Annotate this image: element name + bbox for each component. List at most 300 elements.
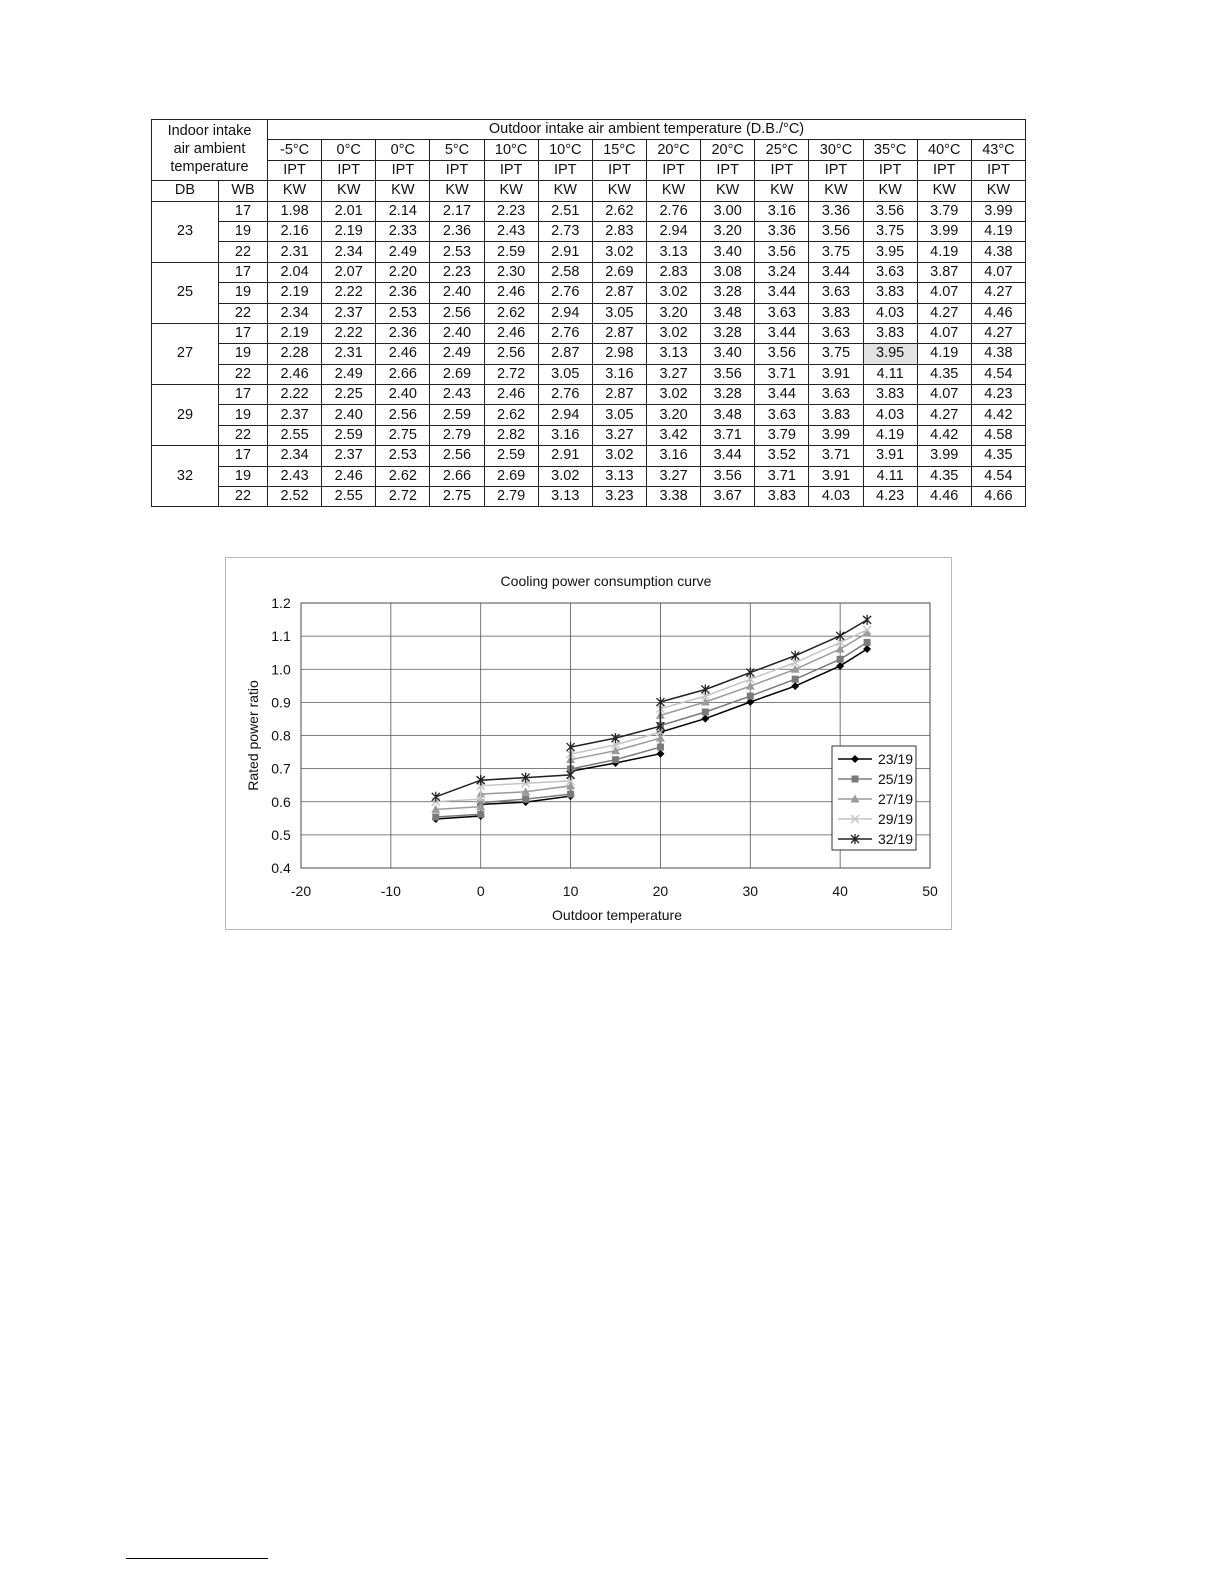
power-value-cell: 2.40 xyxy=(376,385,430,405)
power-value-cell: 3.42 xyxy=(646,425,700,445)
x-axis-label: Outdoor temperature xyxy=(552,907,682,923)
power-value-cell: 2.79 xyxy=(484,487,538,507)
x-tick-label: 30 xyxy=(742,883,759,899)
power-value-cell: 4.11 xyxy=(863,466,917,486)
power-value-cell: 2.76 xyxy=(646,201,700,221)
power-value-cell: 3.83 xyxy=(755,487,809,507)
outdoor-temp-cell: 0°C xyxy=(322,140,376,160)
power-value-cell: 3.71 xyxy=(701,425,755,445)
data-point xyxy=(864,639,871,646)
y-tick-label: 0.6 xyxy=(271,793,291,810)
power-value-cell: 2.87 xyxy=(538,344,592,364)
power-value-cell: 2.94 xyxy=(538,405,592,425)
power-value-cell: 2.98 xyxy=(592,344,646,364)
wb-value-cell: 19 xyxy=(219,221,268,241)
wb-value-cell: 22 xyxy=(219,364,268,384)
power-value-cell: 4.07 xyxy=(917,283,971,303)
power-value-cell: 3.40 xyxy=(701,344,755,364)
power-value-cell: 4.38 xyxy=(971,344,1025,364)
table-row xyxy=(152,242,1026,262)
power-value-cell: 2.62 xyxy=(592,201,646,221)
db-value-cell: 27 xyxy=(152,323,219,384)
power-value-cell: 4.27 xyxy=(971,283,1025,303)
power-value-cell: 2.34 xyxy=(268,303,322,323)
unit-kw-cell: KW xyxy=(971,181,1025,201)
unit-kw-cell: KW xyxy=(809,181,863,201)
power-value-cell: 2.22 xyxy=(268,385,322,405)
chart-canvas xyxy=(226,558,951,929)
power-value-cell: 2.56 xyxy=(484,344,538,364)
x-tick-label: 20 xyxy=(652,883,669,899)
power-value-cell: 3.16 xyxy=(646,446,700,466)
power-value-cell: 3.83 xyxy=(863,385,917,405)
data-point xyxy=(657,744,664,751)
power-value-cell: 3.28 xyxy=(701,283,755,303)
power-value-cell: 3.71 xyxy=(809,446,863,466)
power-value-cell: 2.49 xyxy=(376,242,430,262)
power-value-cell: 3.48 xyxy=(701,303,755,323)
unit-kw-cell: KW xyxy=(322,181,376,201)
legend-label: 29/19 xyxy=(878,811,914,827)
power-value-cell: 4.54 xyxy=(971,364,1025,384)
data-point xyxy=(612,756,619,763)
outdoor-temp-cell: 25°C xyxy=(755,140,809,160)
data-point xyxy=(567,791,574,798)
table-row xyxy=(152,425,1026,445)
table-row xyxy=(152,283,1026,303)
ipt-label-cell: IPT xyxy=(430,160,484,180)
power-value-cell: 4.38 xyxy=(971,242,1025,262)
power-value-cell: 3.27 xyxy=(646,466,700,486)
power-value-cell: 2.53 xyxy=(376,303,430,323)
power-value-cell: 3.36 xyxy=(755,221,809,241)
chart-title: Cooling power consumption curve xyxy=(500,573,712,589)
power-value-cell: 2.40 xyxy=(322,405,376,425)
power-value-cell: 2.87 xyxy=(592,385,646,405)
unit-kw-cell: KW xyxy=(538,181,592,201)
power-value-cell: 2.34 xyxy=(322,242,376,262)
power-value-cell: 2.75 xyxy=(430,487,484,507)
power-value-cell: 2.83 xyxy=(592,221,646,241)
power-value-cell: 3.13 xyxy=(646,344,700,364)
power-value-cell: 2.46 xyxy=(268,364,322,384)
power-value-cell: 4.11 xyxy=(863,364,917,384)
db-value-cell: 25 xyxy=(152,262,219,323)
power-value-cell: 2.22 xyxy=(322,323,376,343)
power-value-cell: 2.43 xyxy=(268,466,322,486)
power-value-cell: 2.55 xyxy=(322,487,376,507)
power-value-cell: 2.01 xyxy=(322,201,376,221)
indoor-header-line: air ambient xyxy=(173,141,246,157)
power-value-cell: 2.46 xyxy=(376,344,430,364)
power-value-cell: 2.14 xyxy=(376,201,430,221)
power-value-cell: 3.13 xyxy=(646,242,700,262)
db-value-cell: 32 xyxy=(152,446,219,507)
table-row xyxy=(152,323,1026,343)
power-value-cell: 2.91 xyxy=(538,446,592,466)
wb-value-cell: 22 xyxy=(219,425,268,445)
power-value-cell: 3.67 xyxy=(701,487,755,507)
table-row xyxy=(152,487,1026,507)
power-value-cell: 2.19 xyxy=(322,221,376,241)
outdoor-temp-cell: 35°C xyxy=(863,140,917,160)
power-value-cell: 4.03 xyxy=(863,405,917,425)
power-value-cell: 2.46 xyxy=(484,385,538,405)
outdoor-temp-cell: -5°C xyxy=(268,140,322,160)
table-row xyxy=(152,364,1026,384)
wb-value-cell: 19 xyxy=(219,405,268,425)
x-tick-label: 10 xyxy=(562,883,579,899)
footnote-rule xyxy=(126,1558,268,1559)
power-value-cell: 3.56 xyxy=(701,364,755,384)
y-tick-label: 1.0 xyxy=(271,661,291,678)
ipt-label-cell: IPT xyxy=(268,160,322,180)
unit-kw-cell: KW xyxy=(268,181,322,201)
data-point xyxy=(792,676,799,683)
power-value-cell: 3.63 xyxy=(755,303,809,323)
power-value-cell: 3.99 xyxy=(809,425,863,445)
legend-label: 32/19 xyxy=(878,831,914,847)
power-value-cell: 3.36 xyxy=(809,201,863,221)
ipt-label-cell: IPT xyxy=(809,160,863,180)
power-value-cell: 3.02 xyxy=(592,446,646,466)
data-point xyxy=(747,693,754,700)
power-value-cell: 2.73 xyxy=(538,221,592,241)
power-value-cell: 3.56 xyxy=(701,466,755,486)
wb-value-cell: 19 xyxy=(219,283,268,303)
indoor-header-line: Indoor intake xyxy=(167,123,252,139)
power-value-cell: 3.91 xyxy=(809,364,863,384)
ipt-label-cell: IPT xyxy=(917,160,971,180)
data-point xyxy=(432,813,439,820)
power-value-cell: 3.02 xyxy=(538,466,592,486)
ipt-label-cell: IPT xyxy=(322,160,376,180)
power-value-cell: 3.13 xyxy=(592,466,646,486)
power-value-cell: 2.37 xyxy=(322,303,376,323)
power-value-cell: 3.27 xyxy=(646,364,700,384)
power-value-cell: 3.40 xyxy=(701,242,755,262)
outdoor-temp-cell: 0°C xyxy=(376,140,430,160)
power-value-cell: 3.44 xyxy=(755,385,809,405)
wb-value-cell: 22 xyxy=(219,487,268,507)
power-value-cell: 2.91 xyxy=(538,242,592,262)
power-value-cell: 3.48 xyxy=(701,405,755,425)
db-value-cell: 23 xyxy=(152,201,219,262)
power-value-cell: 2.66 xyxy=(430,466,484,486)
db-header: DB xyxy=(152,181,219,201)
power-value-cell: 4.23 xyxy=(971,385,1025,405)
power-value-cell: 4.07 xyxy=(917,385,971,405)
y-tick-label: 1.1 xyxy=(271,628,291,645)
power-value-cell: 4.27 xyxy=(917,405,971,425)
power-value-cell: 3.63 xyxy=(809,323,863,343)
power-value-cell: 4.07 xyxy=(917,323,971,343)
power-value-cell: 2.55 xyxy=(268,425,322,445)
power-value-cell: 2.19 xyxy=(268,323,322,343)
wb-value-cell: 19 xyxy=(219,466,268,486)
power-value-cell: 2.36 xyxy=(430,221,484,241)
legend-label: 27/19 xyxy=(878,791,914,807)
power-value-cell: 2.49 xyxy=(322,364,376,384)
power-value-cell: 3.79 xyxy=(917,201,971,221)
cooling-power-chart xyxy=(225,557,952,930)
power-value-cell: 3.87 xyxy=(917,262,971,282)
unit-kw-cell: KW xyxy=(484,181,538,201)
power-value-cell: 2.36 xyxy=(376,283,430,303)
table-row xyxy=(152,446,1026,466)
power-value-cell: 2.66 xyxy=(376,364,430,384)
power-value-cell: 3.75 xyxy=(809,242,863,262)
power-value-cell: 2.31 xyxy=(322,344,376,364)
power-value-cell: 2.16 xyxy=(268,221,322,241)
power-value-cell: 3.63 xyxy=(755,405,809,425)
power-value-cell: 2.87 xyxy=(592,323,646,343)
power-value-cell: 3.75 xyxy=(809,344,863,364)
power-value-cell: 3.71 xyxy=(755,364,809,384)
power-value-cell: 2.75 xyxy=(376,425,430,445)
power-value-cell: 2.59 xyxy=(322,425,376,445)
power-value-cell: 3.16 xyxy=(755,201,809,221)
power-value-cell: 4.66 xyxy=(971,487,1025,507)
power-value-cell: 2.23 xyxy=(430,262,484,282)
power-value-cell: 3.63 xyxy=(809,283,863,303)
power-value-cell: 3.71 xyxy=(755,466,809,486)
outdoor-temp-cell: 10°C xyxy=(484,140,538,160)
indoor-header-line: temperature xyxy=(170,159,249,175)
outdoor-temp-cell: 20°C xyxy=(701,140,755,160)
power-value-cell: 2.59 xyxy=(484,446,538,466)
power-value-cell: 2.51 xyxy=(538,201,592,221)
power-value-cell: 2.20 xyxy=(376,262,430,282)
power-value-cell: 2.76 xyxy=(538,385,592,405)
wb-value-cell: 17 xyxy=(219,201,268,221)
table-row xyxy=(152,385,1026,405)
legend-marker xyxy=(852,776,859,783)
power-value-cell: 3.24 xyxy=(755,262,809,282)
table-row xyxy=(152,201,1026,221)
power-value-cell: 2.43 xyxy=(484,221,538,241)
power-value-cell: 2.62 xyxy=(376,466,430,486)
outdoor-temp-header: Outdoor intake air ambient temperature (D.B./°C) xyxy=(268,120,1026,140)
power-value-cell: 3.13 xyxy=(538,487,592,507)
power-value-cell: 3.02 xyxy=(646,323,700,343)
power-value-cell: 2.33 xyxy=(376,221,430,241)
power-value-cell: 2.17 xyxy=(430,201,484,221)
power-value-cell: 4.35 xyxy=(971,446,1025,466)
unit-kw-cell: KW xyxy=(592,181,646,201)
unit-kw-cell: KW xyxy=(863,181,917,201)
ipt-label-cell: IPT xyxy=(538,160,592,180)
power-value-cell: 2.22 xyxy=(322,283,376,303)
power-value-cell: 3.75 xyxy=(863,221,917,241)
indoor-temp-header xyxy=(152,120,268,181)
power-value-cell: 3.27 xyxy=(592,425,646,445)
power-value-cell: 3.02 xyxy=(646,283,700,303)
power-value-cell: 3.20 xyxy=(701,221,755,241)
db-value-cell: 29 xyxy=(152,385,219,446)
x-tick-label: 50 xyxy=(922,883,938,899)
power-value-cell: 3.44 xyxy=(755,283,809,303)
power-value-cell: 2.36 xyxy=(376,323,430,343)
power-value-cell: 3.95 xyxy=(863,242,917,262)
power-value-cell: 3.05 xyxy=(592,303,646,323)
unit-kw-cell: KW xyxy=(376,181,430,201)
power-value-cell: 2.53 xyxy=(430,242,484,262)
power-value-cell: 2.76 xyxy=(538,323,592,343)
power-value-cell: 2.94 xyxy=(538,303,592,323)
power-value-cell: 2.83 xyxy=(646,262,700,282)
power-value-cell: 4.03 xyxy=(863,303,917,323)
power-value-cell: 3.16 xyxy=(592,364,646,384)
power-value-cell: 2.94 xyxy=(646,221,700,241)
unit-kw-cell: KW xyxy=(755,181,809,201)
wb-value-cell: 22 xyxy=(219,242,268,262)
outdoor-temp-cell: 30°C xyxy=(809,140,863,160)
y-tick-label: 0.7 xyxy=(271,760,291,777)
data-point xyxy=(837,656,844,663)
legend-label: 25/19 xyxy=(878,771,914,787)
power-value-cell: 3.02 xyxy=(592,242,646,262)
power-value-cell: 3.28 xyxy=(701,323,755,343)
power-value-cell: 4.27 xyxy=(971,323,1025,343)
power-value-cell: 3.44 xyxy=(809,262,863,282)
ipt-label-cell: IPT xyxy=(863,160,917,180)
y-axis-label: Rated power ratio xyxy=(245,680,261,791)
wb-header: WB xyxy=(219,181,268,201)
power-value-cell: 2.69 xyxy=(592,262,646,282)
power-value-cell: 2.31 xyxy=(268,242,322,262)
power-value-cell: 2.69 xyxy=(484,466,538,486)
power-value-cell: 2.04 xyxy=(268,262,322,282)
power-value-cell: 2.58 xyxy=(538,262,592,282)
power-value-cell: 3.05 xyxy=(538,364,592,384)
power-value-cell: 3.99 xyxy=(971,201,1025,221)
power-value-cell: 3.83 xyxy=(863,283,917,303)
ipt-label-cell: IPT xyxy=(592,160,646,180)
power-value-cell: 3.63 xyxy=(863,262,917,282)
wb-value-cell: 22 xyxy=(219,303,268,323)
power-value-cell: 2.62 xyxy=(484,405,538,425)
power-value-cell: 4.19 xyxy=(917,344,971,364)
power-value-cell: 4.42 xyxy=(917,425,971,445)
power-value-cell: 3.38 xyxy=(646,487,700,507)
wb-value-cell: 17 xyxy=(219,323,268,343)
power-value-cell: 3.56 xyxy=(755,344,809,364)
power-value-cell: 2.72 xyxy=(376,487,430,507)
power-value-cell: 3.91 xyxy=(863,446,917,466)
power-value-cell: 2.40 xyxy=(430,283,484,303)
power-value-cell: 3.95 xyxy=(863,344,917,364)
y-tick-label: 0.5 xyxy=(271,826,291,843)
table-row xyxy=(152,221,1026,241)
power-value-cell: 3.05 xyxy=(592,405,646,425)
table-row xyxy=(152,466,1026,486)
data-point xyxy=(477,811,484,818)
x-tick-label: 0 xyxy=(476,883,485,899)
power-value-cell: 3.20 xyxy=(646,303,700,323)
power-value-cell: 3.23 xyxy=(592,487,646,507)
power-value-cell: 4.23 xyxy=(863,487,917,507)
power-value-cell: 2.37 xyxy=(268,405,322,425)
power-value-cell: 3.44 xyxy=(701,446,755,466)
power-value-cell: 3.91 xyxy=(809,466,863,486)
power-value-cell: 3.56 xyxy=(755,242,809,262)
x-tick-label: -20 xyxy=(290,883,312,899)
power-value-cell: 2.53 xyxy=(376,446,430,466)
power-value-cell: 4.46 xyxy=(971,303,1025,323)
power-value-cell: 4.54 xyxy=(971,466,1025,486)
power-value-cell: 4.19 xyxy=(971,221,1025,241)
power-value-cell: 2.07 xyxy=(322,262,376,282)
power-value-cell: 2.46 xyxy=(322,466,376,486)
power-value-cell: 2.43 xyxy=(430,385,484,405)
data-point xyxy=(702,708,709,715)
x-tick-label: 40 xyxy=(832,883,848,899)
outdoor-temp-cell: 43°C xyxy=(971,140,1025,160)
power-value-cell: 2.49 xyxy=(430,344,484,364)
ipt-label-cell: IPT xyxy=(971,160,1025,180)
table-row xyxy=(152,405,1026,425)
power-value-cell: 3.56 xyxy=(863,201,917,221)
power-value-cell: 3.83 xyxy=(863,323,917,343)
power-value-cell: 2.69 xyxy=(430,364,484,384)
power-value-cell: 3.16 xyxy=(538,425,592,445)
cooling-power-table xyxy=(151,119,1026,507)
power-value-cell: 2.59 xyxy=(484,242,538,262)
power-value-cell: 3.28 xyxy=(701,385,755,405)
ipt-label-cell: IPT xyxy=(701,160,755,180)
power-value-cell: 4.07 xyxy=(971,262,1025,282)
power-value-cell: 2.56 xyxy=(376,405,430,425)
unit-kw-cell: KW xyxy=(646,181,700,201)
y-tick-label: 0.4 xyxy=(271,860,291,876)
power-value-cell: 2.46 xyxy=(484,283,538,303)
unit-kw-cell: KW xyxy=(917,181,971,201)
outdoor-temp-cell: 15°C xyxy=(592,140,646,160)
power-value-cell: 3.83 xyxy=(809,405,863,425)
outdoor-temp-cell: 40°C xyxy=(917,140,971,160)
power-value-cell: 2.25 xyxy=(322,385,376,405)
table-row xyxy=(152,303,1026,323)
outdoor-temp-cell: 5°C xyxy=(430,140,484,160)
power-value-cell: 2.19 xyxy=(268,283,322,303)
power-value-cell: 3.44 xyxy=(755,323,809,343)
power-value-cell: 3.99 xyxy=(917,221,971,241)
power-value-cell: 2.59 xyxy=(430,405,484,425)
power-value-cell: 2.28 xyxy=(268,344,322,364)
power-value-cell: 3.63 xyxy=(809,385,863,405)
power-value-cell: 4.03 xyxy=(809,487,863,507)
wb-value-cell: 17 xyxy=(219,446,268,466)
table-row xyxy=(152,344,1026,364)
power-value-cell: 3.83 xyxy=(809,303,863,323)
y-tick-label: 0.8 xyxy=(271,727,291,744)
y-tick-label: 1.2 xyxy=(271,595,291,611)
unit-kw-cell: KW xyxy=(701,181,755,201)
outdoor-temp-cell: 10°C xyxy=(538,140,592,160)
power-value-cell: 4.42 xyxy=(971,405,1025,425)
power-value-cell: 4.35 xyxy=(917,364,971,384)
ipt-label-cell: IPT xyxy=(376,160,430,180)
power-value-cell: 2.79 xyxy=(430,425,484,445)
power-value-cell: 3.52 xyxy=(755,446,809,466)
data-point xyxy=(522,796,529,803)
wb-value-cell: 17 xyxy=(219,262,268,282)
power-value-cell: 2.56 xyxy=(430,446,484,466)
power-value-cell: 2.87 xyxy=(592,283,646,303)
power-value-cell: 4.27 xyxy=(917,303,971,323)
power-value-cell: 3.56 xyxy=(809,221,863,241)
